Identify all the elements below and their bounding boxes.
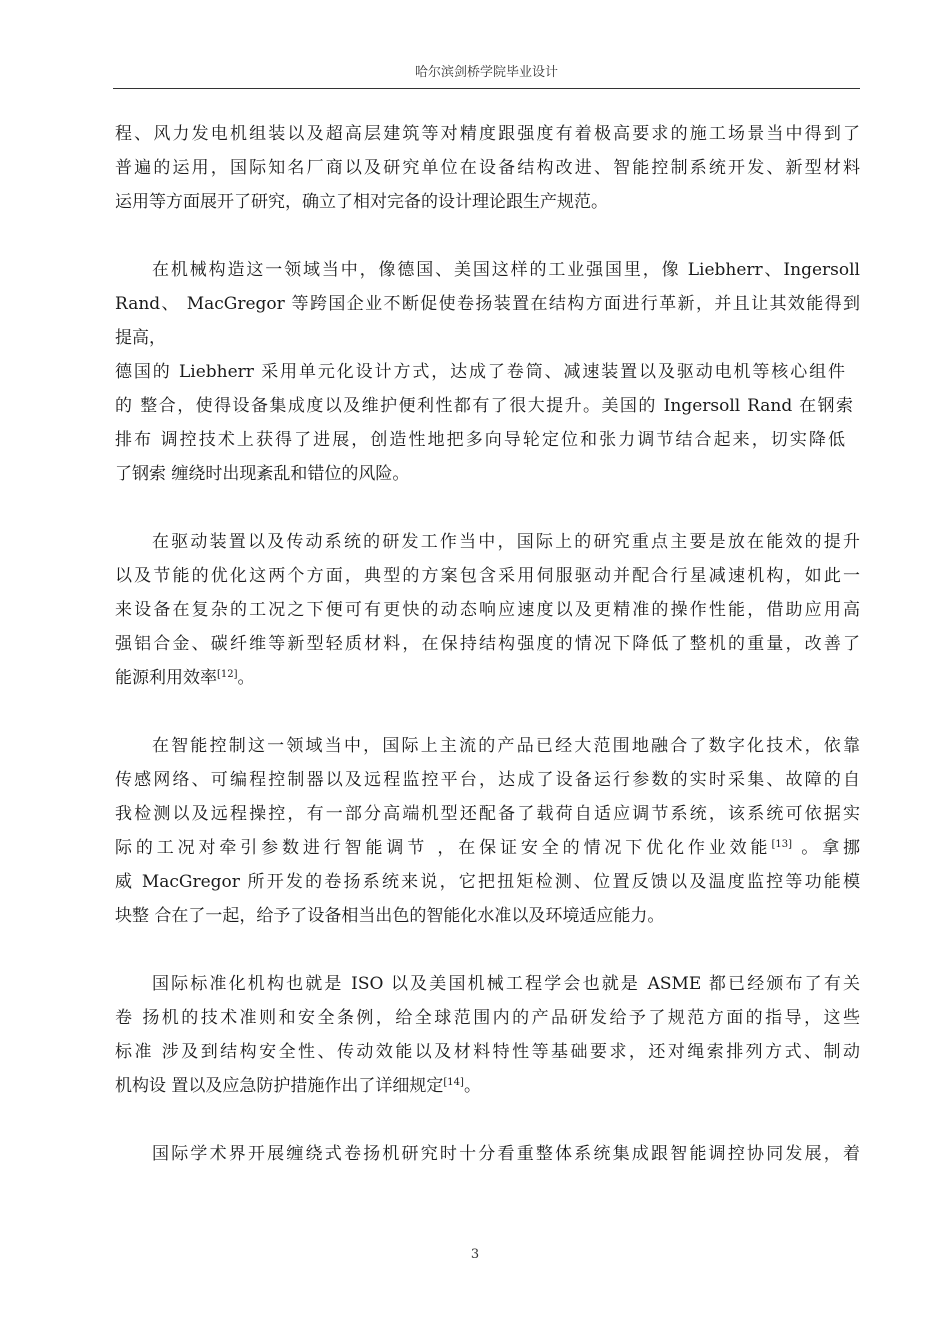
paragraph bbox=[115, 525, 860, 695]
text-line: 在智能控制这一领域当中，国际上主流的产品已经大范围地融合了数字化技术，依靠 bbox=[152, 736, 860, 756]
text-line: 以及节能的优化这两个方面，典型的方案包含采用伺服驱动并配合行星减速机构，如此一 bbox=[115, 566, 860, 586]
text-line: 来设备在复杂的工况之下便可有更快的动态响应速度以及更精准的操作性能，借助应用高 bbox=[115, 600, 860, 620]
page-header bbox=[113, 63, 860, 89]
line-text: 机构设 置以及应急防护措施作出了详细规定 bbox=[115, 1076, 444, 1096]
text-line: Rand、 MacGregor 等跨国企业不断促使卷扬装置在结构方面进行革新，并且让其效能得到 bbox=[115, 294, 860, 314]
text-line: 运用等方面展开了研究，确立了相对完备的设计理论跟生产规范。 bbox=[115, 192, 608, 212]
paragraph bbox=[115, 967, 860, 1103]
text-line bbox=[115, 1069, 860, 1103]
text-line: 强铝合金、碳纤维等新型轻质材料，在保持结构强度的情况下降低了整机的重量，改善了 bbox=[115, 634, 860, 654]
text-line: 在驱动装置以及传动系统的研发工作当中，国际上的研究重点主要是放在能效的提升 bbox=[152, 532, 860, 552]
text-line: 标准 涉及到结构安全性、传动效能以及材料特性等基础要求，还对绳索排列方式、制动 bbox=[115, 1042, 860, 1062]
text-line: 威 MacGregor 所开发的卷扬系统来说，它把扭矩检测、位置反馈以及温度监控等功能模 bbox=[115, 872, 860, 892]
text-line: 在机械构造这一领域当中，像德国、美国这样的工业强国里，像 Liebherr、Ingersoll bbox=[152, 260, 860, 280]
citation: [12] bbox=[217, 669, 238, 680]
line-text: 际的工况对牵引参数进行智能调节 ，在保证安全的情况下优化作业效能 bbox=[115, 838, 772, 858]
header-title: 哈尔滨剑桥学院毕业设计 bbox=[414, 65, 558, 80]
text-line bbox=[115, 831, 860, 865]
document-body bbox=[115, 117, 860, 1205]
text-line: 的 整合，使得设备集成度以及维护便利性都有了很大提升。美国的 Ingersoll Rand 在钢索 bbox=[115, 396, 853, 416]
paragraph bbox=[115, 253, 860, 491]
page-number: 3 bbox=[470, 1247, 480, 1262]
text-line: 我检测以及远程操控，有一部分高端机型还配备了载荷自适应调节系统，该系统可依据实 bbox=[115, 804, 860, 824]
text-line: 德国的 Liebherr 采用单元化设计方式，达成了卷筒、减速装置以及驱动电机等核心组件 bbox=[115, 362, 845, 382]
line-tail: 。拿挪 bbox=[791, 838, 861, 858]
text-line: 传感网络、可编程控制器以及远程监控平台，达成了设备运行参数的实时采集、故障的自 bbox=[115, 770, 860, 790]
text-line: 了钢索 缠绕时出现紊乱和错位的风险。 bbox=[115, 464, 410, 484]
text-line: 程、风力发电机组装以及超高层建筑等对精度跟强度有着极高要求的施工场景当中得到了 bbox=[115, 124, 860, 144]
text-line: 卷 扬机的技术准则和安全条例，给全球范围内的产品研发给予了规范方面的指导，这些 bbox=[115, 1008, 860, 1028]
text-line: 国际学术界开展缠绕式卷扬机研究时十分看重整体系统集成跟智能调控协同发展，着 bbox=[152, 1144, 860, 1164]
text-line: 普遍的运用，国际知名厂商以及研究单位在设备结构改进、智能控制系统开发、新型材料 bbox=[115, 158, 860, 178]
text-line: 国际标准化机构也就是 ISO 以及美国机械工程学会也就是 ASME 都已经颁布了有关 bbox=[152, 974, 860, 994]
paragraph bbox=[115, 729, 860, 933]
text-line: 提高， bbox=[115, 328, 166, 348]
line-text: 能源利用效率 bbox=[115, 668, 217, 688]
line-tail: 。 bbox=[463, 1076, 481, 1096]
text-line bbox=[115, 661, 860, 695]
citation: [13] bbox=[771, 839, 792, 850]
paragraph bbox=[115, 117, 860, 219]
paragraph bbox=[115, 1137, 860, 1171]
text-line: 排布 调控技术上获得了进展，创造性地把多向导轮定位和张力调节结合起来，切实降低 bbox=[115, 430, 845, 450]
text-line: 块整 合在了一起，给予了设备相当出色的智能化水准以及环境适应能力。 bbox=[115, 906, 665, 926]
citation: [14] bbox=[443, 1077, 464, 1088]
line-tail: 。 bbox=[237, 668, 255, 688]
